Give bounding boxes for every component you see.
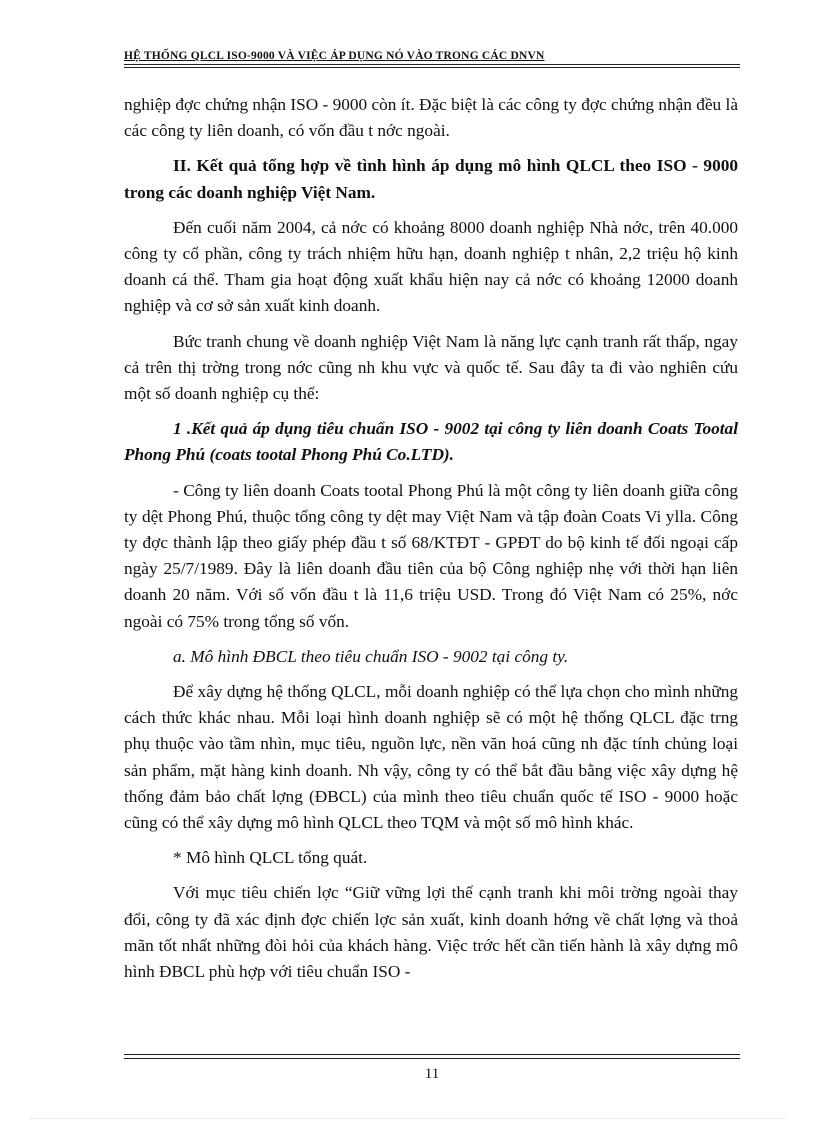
- subsection-heading: 1 .Kết quả áp dụng tiêu chuẩn ISO - 9002 tại công ty liên doanh Coats Tootal Phong Phú (coats tootal Phong Phú Co.LTD).: [124, 419, 738, 465]
- paragraph-continued: nghiệp đợc chứng nhận ISO - 9000 còn ít. Đặc biệt là các công ty đợc chứng nhận đều là các công ty liên doanh, có vốn đầu t nớc ngoài.: [124, 95, 738, 141]
- page-edge-divider: [30, 1118, 786, 1119]
- paragraph: Bức tranh chung về doanh nghiệp Việt Nam là năng lực cạnh tranh rất thấp, ngay cả trên thị trờng trong nớc cũng nh khu vực và quốc tế. Sau đây ta đi vào nghiên cứu một số doanh nghiệp cụ thể:: [124, 331, 738, 404]
- running-header: HỆ THỐNG QLCL ISO-9000 VÀ VIỆC ÁP DỤNG NÓ VÀO TRONG CÁC DNVN: [124, 50, 545, 62]
- header-rule-double: [124, 67, 740, 68]
- paragraph: - Công ty liên doanh Coats tootal Phong Phú là một công ty liên doanh giữa công ty dệt Phong Phú, thuộc tổng công ty dệt may Việt Nam và tập đoàn Coats Vi ylla. Công ty đợc thành lập theo giấy phép đầu t số 68/KTĐT - GPĐT do bộ kinh tế đối ngoại cấp ngày 25/7/1989. Đây là liên doanh đầu tiên của bộ Công nghiệp nhẹ với thời hạn liên doanh 20 năm. Với số vốn đầu t là 11,6 triệu USD. Trong đó Việt Nam có 25%, nớc ngoài có 75% trong tổng số vốn.: [124, 480, 738, 631]
- page-body: [124, 92, 738, 985]
- header-rule: [124, 64, 740, 65]
- footer-rule-double: [124, 1058, 740, 1059]
- section-heading: II. Kết quả tổng hợp về tình hình áp dụng mô hình QLCL theo ISO - 9000 trong các doanh nghiệp Việt Nam.: [124, 156, 738, 202]
- subheading-italic: a. Mô hình ĐBCL theo tiêu chuẩn ISO - 9002 tại công ty.: [173, 646, 569, 666]
- bullet-heading: * Mô hình QLCL tổng quát.: [173, 848, 368, 868]
- page-number: 11: [424, 1066, 440, 1082]
- paragraph: Đến cuối năm 2004, cả nớc có khoảng 8000 doanh nghiệp Nhà nớc, trên 40.000 công ty cổ phần, công ty trách nhiệm hữu hạn, doanh nghiệp t nhân, 2,2 triệu hộ kinh doanh cá thể. Tham gia hoạt động xuất khẩu hiện nay cả nớc có khoảng 12000 doanh nghiệp và cơ sở sản xuất kinh doanh.: [124, 217, 738, 316]
- paragraph: Với mục tiêu chiến lợc “Giữ vững lợi thế cạnh tranh khi môi trờng ngoài thay đổi, công ty đã xác định đợc chiến lợc sản xuất, kinh doanh hớng về chất lợng và thoả mãn tốt nhất những đòi hỏi của khách hàng. Việc trớc hết cần tiến hành là xây dựng mô hình ĐBCL phù hợp với tiêu chuẩn ISO -: [124, 883, 738, 982]
- footer-rule: [124, 1054, 740, 1055]
- paragraph: Để xây dựng hệ thống QLCL, mỗi doanh nghiệp có thể lựa chọn cho mình những cách thức khác nhau. Mỗi loại hình doanh nghiệp sẽ có một hệ thống QLCL đặc trng phụ thuộc vào tầm nhìn, mục tiêu, nguồn lực, nền văn hoá cũng nh đặc tính chủng loại sản phẩm, mặt hàng kinh doanh. Nh vậy, công ty có thể bắt đầu bằng việc xây dựng hệ thống đảm bảo chất lợng (ĐBCL) của mình theo tiêu chuẩn quốc tế ISO - 9000 hoặc cũng có thể xây dựng mô hình QLCL theo TQM và một số mô hình khác.: [124, 682, 738, 833]
